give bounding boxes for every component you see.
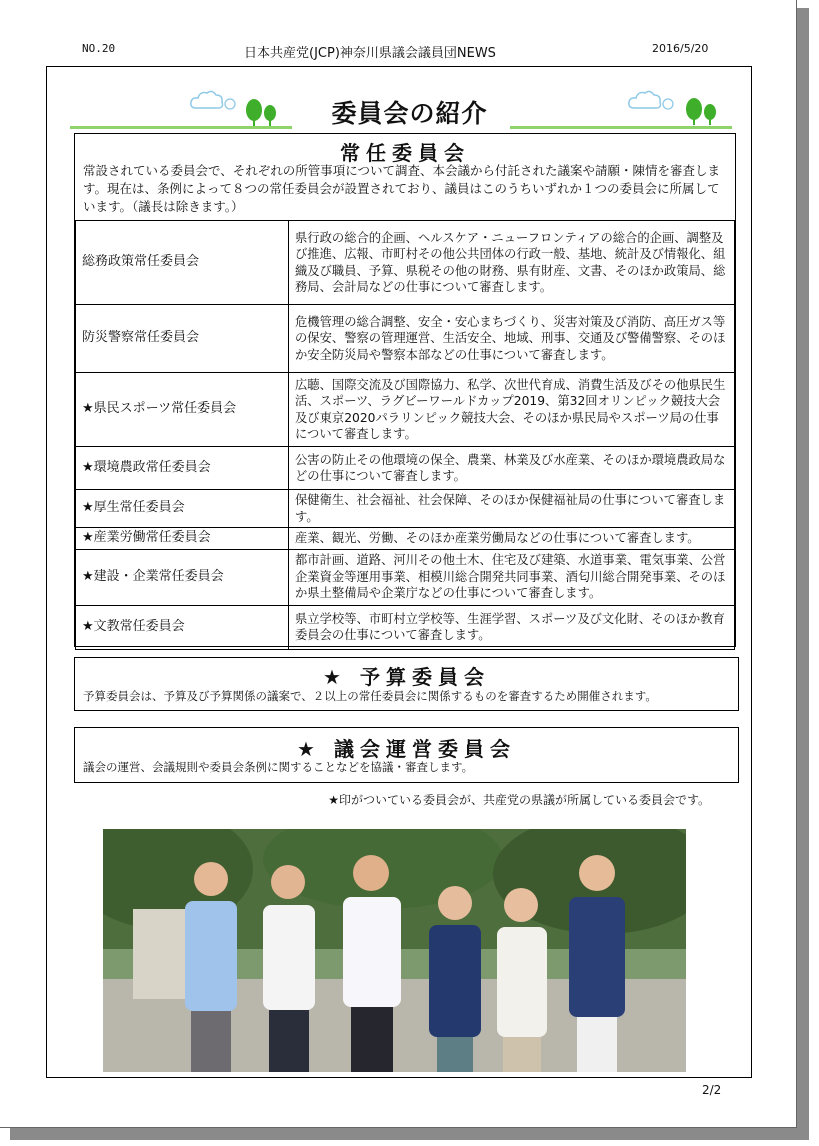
- committee-description: 都市計画、道路、河川その他土木、住宅及び建築、水道事業、電気事業、公営企業資金等運用事業、相模川総合開発共同事業、酒匂川総合開発事業、そのほか県土整備局や企業庁などの仕事について審査します。: [289, 549, 735, 605]
- budget-committee-section: [74, 657, 739, 711]
- committee-name: 総務政策常任委員会: [76, 221, 289, 305]
- table-row: [76, 605, 735, 649]
- table-row: [76, 549, 735, 605]
- newsletter-title: 日本共産党(JCP)神奈川県議会議員団NEWS: [244, 46, 496, 61]
- committee-description: 産業、観光、労働、そのほか産業労働局などの仕事について審査します。: [289, 528, 735, 550]
- group-photo: [103, 829, 686, 1072]
- page-number: 2/2: [702, 1083, 722, 1097]
- committee-description: 県行政の総合的企画、ヘルスケア・ニューフロンティアの総合的企画、調整及び推進、広報、市町村その他公共団体の行政一般、基地、統計及び情報化、組織及び職員、予算、県税その他の財務、県有財産、文書、そのほか政策局、総務局、会計局などの仕事について審査します。: [289, 221, 735, 305]
- committee-description: 県立学校等、市町村立学校等、生涯学習、スポーツ及び文化財、そのほか教育委員会の仕事について審査します。: [289, 605, 735, 649]
- page-title: 委員会の紹介: [331, 99, 488, 128]
- budget-committee-description: 予算委員会は、予算及び予算関係の議案で、２以上の常任委員会に関係するものを審査するため開催されます。: [83, 689, 657, 703]
- legend-note: ★印がついている委員会が、共産党の県議が所属している委員会です。: [328, 793, 710, 807]
- standing-committee-intro: 常設されている委員会で、それぞれの所管事項について調査、本会議から付託された議案や請願・陳情を審査します。現在は、条例によって８つの常任委員会が設置されており、議員はこのうちいずれか１つの委員会に所属しています。（議長は除きます。）: [83, 163, 721, 214]
- committee-name: ★産業労働常任委員会: [76, 528, 289, 550]
- steering-committee-section: [74, 727, 739, 783]
- committee-description: 危機管理の総合調整、安全・安心まちづくり、災害対策及び消防、高圧ガス等の保安、警察の管理運営、生活安全、地域、刑事、交通及び警備警察、そのほか安全防災局や警察本部などの仕事について審査します。: [289, 305, 735, 373]
- committee-name: ★建設・企業常任委員会: [76, 549, 289, 605]
- committee-name: ★厚生常任委員会: [76, 490, 289, 528]
- committee-description: 公害の防止その他環境の保全、農業、林業及び水産業、そのほか環境農政局などの仕事について審査します。: [289, 447, 735, 490]
- committee-name: ★文教常任委員会: [76, 605, 289, 649]
- committee-name: 防災警察常任委員会: [76, 305, 289, 373]
- table-row: [76, 447, 735, 490]
- budget-committee-title: ★ 予算委員会: [323, 665, 490, 689]
- issue-date: 2016/5/20: [652, 42, 709, 55]
- committee-table: [75, 220, 735, 650]
- committee-description: 保健衛生、社会福祉、社会保障、そのほか保健福祉局の仕事について審査します。: [289, 490, 735, 528]
- steering-committee-description: 議会の運営、会議規則や委員会条例に関することなどを協議・審査します。: [83, 760, 474, 774]
- standing-committee-title: 常任委員会: [340, 141, 470, 165]
- table-row: [76, 490, 735, 528]
- steering-committee-title: ★ 議会運営委員会: [297, 737, 516, 761]
- table-row: [76, 305, 735, 373]
- page-shadow-right: [795, 8, 809, 1132]
- committee-name: ★県民スポーツ常任委員会: [76, 373, 289, 447]
- table-row: [76, 221, 735, 305]
- page-shadow-bottom: [10, 1126, 809, 1140]
- table-row: [76, 373, 735, 447]
- table-row: [76, 528, 735, 550]
- issue-number: NO.20: [82, 42, 116, 55]
- committee-description: 広聴、国際交流及び国際協力、私学、次世代育成、消費生活及びその他県民生活、スポーツ、ラグビーワールドカップ2019、第32回オリンピック競技大会及び東京2020パラリンピック競技大会、そのほか県民局やスポーツ局の仕事について審査します。: [289, 373, 735, 447]
- standing-committee-section: [74, 133, 736, 647]
- committee-name: ★環境農政常任委員会: [76, 447, 289, 490]
